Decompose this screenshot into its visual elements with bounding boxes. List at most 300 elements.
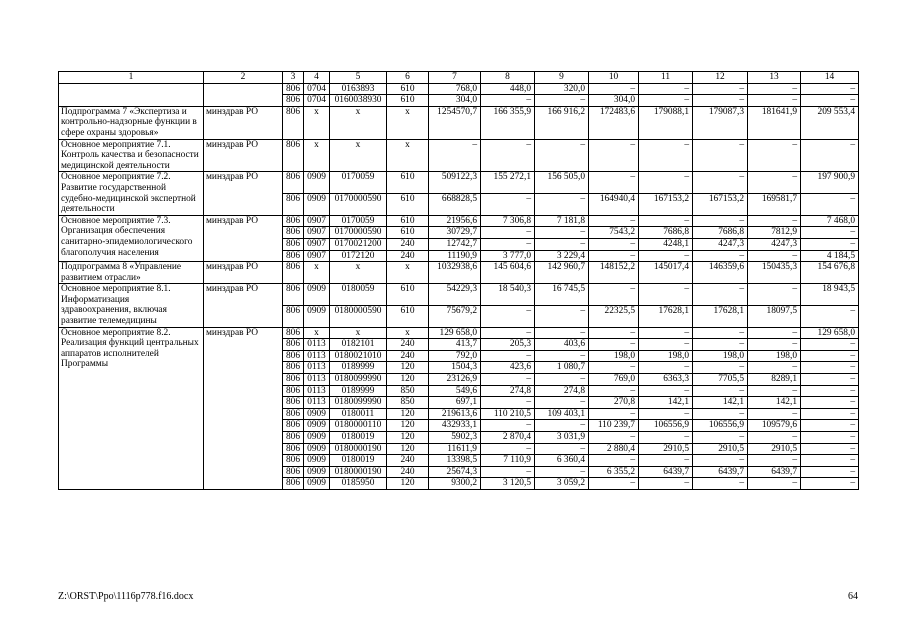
data-cell: – <box>535 95 589 107</box>
data-cell: х <box>330 106 387 139</box>
data-cell: 240 <box>387 339 429 351</box>
data-cell: 610 <box>387 95 429 107</box>
data-cell: 320,0 <box>535 83 589 95</box>
data-cell: х <box>387 262 429 284</box>
data-cell: – <box>748 385 801 397</box>
data-cell: 109 403,1 <box>535 408 589 420</box>
data-cell: х <box>330 139 387 172</box>
data-cell: 769,0 <box>589 374 639 386</box>
data-cell: 806 <box>283 408 304 420</box>
data-cell: 806 <box>283 83 304 95</box>
data-cell: 0180021010 <box>330 350 387 362</box>
data-cell: 0113 <box>304 374 330 386</box>
data-cell: – <box>481 443 535 455</box>
data-cell: – <box>801 478 859 490</box>
data-cell: 0170021200 <box>330 238 387 250</box>
data-cell: – <box>589 478 639 490</box>
data-cell: 120 <box>387 443 429 455</box>
data-cell: 7686,8 <box>639 227 693 239</box>
data-cell: 142,1 <box>693 397 748 409</box>
data-cell: 697,1 <box>429 397 481 409</box>
data-cell: – <box>535 227 589 239</box>
data-cell: 0909 <box>304 172 330 194</box>
data-cell: 850 <box>387 397 429 409</box>
data-cell: – <box>748 432 801 444</box>
data-cell: 0180011 <box>330 408 387 420</box>
data-cell: – <box>693 385 748 397</box>
data-cell: 7705,5 <box>693 374 748 386</box>
data-cell: 5902,3 <box>429 432 481 444</box>
data-cell: 6439,7 <box>748 466 801 478</box>
data-cell: 169581,7 <box>748 194 801 216</box>
page-number: 64 <box>848 591 858 602</box>
data-cell: 0113 <box>304 385 330 397</box>
data-cell: 198,0 <box>589 350 639 362</box>
data-cell: 0180059 <box>330 284 387 306</box>
data-cell: 21956,6 <box>429 215 481 227</box>
data-cell: 1254570,7 <box>429 106 481 139</box>
data-cell: 0189999 <box>330 385 387 397</box>
data-cell: 610 <box>387 305 429 327</box>
data-cell: 9300,2 <box>429 478 481 490</box>
program-name-cell: Подпрограмма 7 «Экспертиза и контрольно-надзорные функции в сфере охраны здоровья» <box>59 106 204 139</box>
data-cell: 0909 <box>304 455 330 467</box>
data-cell: 181641,9 <box>748 106 801 139</box>
data-cell: 156 505,0 <box>535 172 589 194</box>
data-cell: – <box>481 305 535 327</box>
data-cell: – <box>801 83 859 95</box>
data-cell: 1 080,7 <box>535 362 589 374</box>
data-cell: х <box>304 327 330 339</box>
data-cell: 7 181,8 <box>535 215 589 227</box>
data-cell: – <box>589 408 639 420</box>
data-cell: 413,7 <box>429 339 481 351</box>
data-cell: – <box>748 284 801 306</box>
data-cell: 0704 <box>304 95 330 107</box>
data-cell: 0907 <box>304 238 330 250</box>
data-cell: – <box>693 455 748 467</box>
data-cell: – <box>639 83 693 95</box>
data-cell: – <box>801 139 859 172</box>
table-row <box>59 215 859 227</box>
data-cell: 0180000110 <box>330 420 387 432</box>
data-cell: 0180099990 <box>330 374 387 386</box>
data-cell: – <box>801 227 859 239</box>
data-cell: 6 360,4 <box>535 455 589 467</box>
data-cell: 240 <box>387 238 429 250</box>
data-cell: 806 <box>283 466 304 478</box>
data-cell: 0163893 <box>330 83 387 95</box>
data-cell: 209 553,4 <box>801 106 859 139</box>
data-cell: 110 239,7 <box>589 420 639 432</box>
data-cell: 142,1 <box>639 397 693 409</box>
data-cell: 155 272,1 <box>481 172 535 194</box>
data-cell: 3 031,9 <box>535 432 589 444</box>
data-cell: 610 <box>387 227 429 239</box>
data-cell: 0909 <box>304 408 330 420</box>
data-cell: 3 120,5 <box>481 478 535 490</box>
data-cell: 0170000590 <box>330 194 387 216</box>
data-cell: 240 <box>387 250 429 262</box>
data-cell: 0113 <box>304 362 330 374</box>
data-cell: – <box>748 83 801 95</box>
data-cell: 6439,7 <box>693 466 748 478</box>
data-cell: – <box>589 215 639 227</box>
data-cell: – <box>748 327 801 339</box>
data-cell: 274,8 <box>535 385 589 397</box>
budget-table <box>58 71 859 490</box>
header-cell: 7 <box>429 72 481 84</box>
data-cell: – <box>535 420 589 432</box>
data-cell: 106556,9 <box>639 420 693 432</box>
data-cell: 0909 <box>304 466 330 478</box>
data-cell: 11611,9 <box>429 443 481 455</box>
data-cell: 806 <box>283 284 304 306</box>
data-cell: – <box>801 455 859 467</box>
data-cell: 197 900,9 <box>801 172 859 194</box>
data-cell: 129 658,0 <box>429 327 481 339</box>
data-cell: х <box>304 139 330 172</box>
data-cell: – <box>481 194 535 216</box>
data-cell: 806 <box>283 106 304 139</box>
data-cell: – <box>639 95 693 107</box>
data-cell: 148152,2 <box>589 262 639 284</box>
data-cell: 2910,5 <box>748 443 801 455</box>
data-cell: 0704 <box>304 83 330 95</box>
data-cell: 610 <box>387 83 429 95</box>
data-cell: – <box>801 443 859 455</box>
table-row <box>59 83 859 95</box>
data-cell: 18 943,5 <box>801 284 859 306</box>
executor-cell: минздрав РО <box>204 139 283 172</box>
data-cell: 12742,7 <box>429 238 481 250</box>
data-cell: 850 <box>387 385 429 397</box>
data-cell: – <box>693 172 748 194</box>
data-cell: 806 <box>283 478 304 490</box>
data-cell: – <box>801 397 859 409</box>
executor-cell: минздрав РО <box>204 106 283 139</box>
data-cell: – <box>748 362 801 374</box>
data-cell: 154 676,8 <box>801 262 859 284</box>
data-cell: – <box>801 305 859 327</box>
data-cell: 549,6 <box>429 385 481 397</box>
table-row <box>59 327 859 339</box>
data-cell: 0909 <box>304 443 330 455</box>
data-cell: – <box>589 83 639 95</box>
data-cell: 806 <box>283 397 304 409</box>
data-cell: 6 355,2 <box>589 466 639 478</box>
data-cell: х <box>387 139 429 172</box>
data-cell: – <box>693 432 748 444</box>
data-cell: – <box>535 238 589 250</box>
data-cell: – <box>535 374 589 386</box>
data-cell: 240 <box>387 455 429 467</box>
program-name-cell <box>59 83 204 106</box>
executor-cell: минздрав РО <box>204 172 283 215</box>
data-cell: – <box>801 432 859 444</box>
data-cell: 0907 <box>304 250 330 262</box>
program-name-cell: Основное мероприятие 8.1. Информатизация здравоохранения, включая развитие телемедицины <box>59 284 204 327</box>
data-cell: – <box>693 95 748 107</box>
data-cell: 25674,3 <box>429 466 481 478</box>
data-cell: 806 <box>283 327 304 339</box>
data-cell: 0180000590 <box>330 305 387 327</box>
data-cell: – <box>589 327 639 339</box>
data-cell: 109579,6 <box>748 420 801 432</box>
data-cell: – <box>801 466 859 478</box>
data-cell: – <box>589 284 639 306</box>
data-cell: – <box>748 408 801 420</box>
data-cell: – <box>589 139 639 172</box>
data-cell: 0909 <box>304 432 330 444</box>
program-name-cell: Подпрограмма 8 «Управление развитием отрасли» <box>59 262 204 284</box>
data-cell: 792,0 <box>429 350 481 362</box>
data-cell: – <box>801 362 859 374</box>
data-cell: 164940,4 <box>589 194 639 216</box>
data-cell: – <box>693 339 748 351</box>
data-cell: 610 <box>387 284 429 306</box>
data-cell: 198,0 <box>639 350 693 362</box>
data-cell: – <box>639 478 693 490</box>
data-cell: 219613,6 <box>429 408 481 420</box>
data-cell: 23126,9 <box>429 374 481 386</box>
data-cell: 0170000590 <box>330 227 387 239</box>
data-cell: 0909 <box>304 478 330 490</box>
data-cell: 0909 <box>304 194 330 216</box>
data-cell: 270,8 <box>589 397 639 409</box>
data-cell: 0185950 <box>330 478 387 490</box>
data-cell: – <box>801 420 859 432</box>
data-cell: 0160038930 <box>330 95 387 107</box>
data-cell: 2910,5 <box>693 443 748 455</box>
data-cell: 0170059 <box>330 172 387 194</box>
header-cell: 13 <box>748 72 801 84</box>
data-cell: – <box>589 339 639 351</box>
data-cell: 142,1 <box>748 397 801 409</box>
executor-cell: минздрав РО <box>204 284 283 327</box>
data-cell: 806 <box>283 227 304 239</box>
data-cell: 274,8 <box>481 385 535 397</box>
data-cell: – <box>481 397 535 409</box>
data-cell: – <box>748 139 801 172</box>
data-cell: 120 <box>387 362 429 374</box>
program-name-cell: Основное мероприятие 7.1. Контроль качества и безопасности медицинской деятельности <box>59 139 204 172</box>
data-cell: – <box>639 432 693 444</box>
data-cell: 18 540,3 <box>481 284 535 306</box>
data-cell: 0180019 <box>330 432 387 444</box>
data-cell: 2 880,4 <box>589 443 639 455</box>
data-cell: – <box>693 408 748 420</box>
data-cell: 304,0 <box>429 95 481 107</box>
data-cell: 75679,2 <box>429 305 481 327</box>
program-name-cell: Основное мероприятие 8.2. Реализация функций центральных аппаратов исполнителей Программы <box>59 327 204 489</box>
data-cell: х <box>304 106 330 139</box>
header-cell: 5 <box>330 72 387 84</box>
data-cell: 0907 <box>304 227 330 239</box>
data-cell: 806 <box>283 432 304 444</box>
data-cell: – <box>535 397 589 409</box>
data-cell: – <box>693 284 748 306</box>
data-cell: 2 870,4 <box>481 432 535 444</box>
table-row <box>59 284 859 306</box>
data-cell: 205,3 <box>481 339 535 351</box>
data-cell: 106556,9 <box>693 420 748 432</box>
data-cell: 806 <box>283 215 304 227</box>
data-cell: – <box>693 139 748 172</box>
data-cell: – <box>589 455 639 467</box>
data-cell: – <box>639 172 693 194</box>
data-cell: х <box>330 262 387 284</box>
header-cell: 6 <box>387 72 429 84</box>
data-cell: 0909 <box>304 284 330 306</box>
data-cell: 179088,1 <box>639 106 693 139</box>
data-cell: – <box>748 455 801 467</box>
data-cell: – <box>639 362 693 374</box>
data-cell: 448,0 <box>481 83 535 95</box>
data-cell: 7686,8 <box>693 227 748 239</box>
data-cell: – <box>801 238 859 250</box>
data-cell: – <box>481 466 535 478</box>
data-cell: 806 <box>283 250 304 262</box>
data-cell: 806 <box>283 262 304 284</box>
data-cell: – <box>589 250 639 262</box>
data-cell: – <box>639 327 693 339</box>
data-cell: х <box>387 327 429 339</box>
data-cell: 0180000190 <box>330 466 387 478</box>
header-cell: 12 <box>693 72 748 84</box>
data-cell: 145 604,6 <box>481 262 535 284</box>
data-cell: 0909 <box>304 305 330 327</box>
data-cell: 0907 <box>304 215 330 227</box>
data-cell: 806 <box>283 362 304 374</box>
data-cell: 3 777,0 <box>481 250 535 262</box>
data-cell: 0172120 <box>330 250 387 262</box>
data-cell: 806 <box>283 95 304 107</box>
data-cell: 120 <box>387 432 429 444</box>
data-cell: 54229,3 <box>429 284 481 306</box>
data-cell: – <box>801 95 859 107</box>
program-name-cell: Основное мероприятие 7.3. Организация обеспечения санитарно-эпидемиологического благополучия населения <box>59 215 204 261</box>
data-cell: 120 <box>387 408 429 420</box>
executor-cell: минздрав РО <box>204 327 283 489</box>
data-cell: 610 <box>387 215 429 227</box>
data-cell: 0113 <box>304 397 330 409</box>
data-cell: – <box>639 455 693 467</box>
data-cell: 1504,3 <box>429 362 481 374</box>
executor-cell: минздрав РО <box>204 215 283 261</box>
data-cell: 7 468,0 <box>801 215 859 227</box>
data-cell: 0182101 <box>330 339 387 351</box>
program-name-cell: Основное мероприятие 7.2. Развитие государственной судебно-медицинской экспертной деятельности <box>59 172 204 215</box>
data-cell: – <box>535 305 589 327</box>
data-cell: – <box>481 95 535 107</box>
data-cell: 806 <box>283 455 304 467</box>
data-cell: 7 110,9 <box>481 455 535 467</box>
data-cell: – <box>639 215 693 227</box>
data-cell: 423,6 <box>481 362 535 374</box>
data-cell: 806 <box>283 305 304 327</box>
header-cell: 8 <box>481 72 535 84</box>
table-row <box>59 172 859 194</box>
data-cell: – <box>589 172 639 194</box>
data-cell: – <box>801 194 859 216</box>
data-cell: 0113 <box>304 350 330 362</box>
data-cell: – <box>748 478 801 490</box>
data-cell: – <box>748 172 801 194</box>
data-cell: 4248,1 <box>639 238 693 250</box>
data-cell: 120 <box>387 420 429 432</box>
data-cell: 0189999 <box>330 362 387 374</box>
data-cell: – <box>535 194 589 216</box>
data-cell: 403,6 <box>535 339 589 351</box>
data-cell: 304,0 <box>589 95 639 107</box>
data-cell: 150435,3 <box>748 262 801 284</box>
data-cell: – <box>481 350 535 362</box>
data-cell: – <box>693 327 748 339</box>
data-cell: – <box>535 327 589 339</box>
data-cell: 2910,5 <box>639 443 693 455</box>
data-cell: – <box>748 250 801 262</box>
data-cell: – <box>693 250 748 262</box>
header-cell: 10 <box>589 72 639 84</box>
data-cell: 3 229,4 <box>535 250 589 262</box>
data-cell: – <box>481 238 535 250</box>
table-row <box>59 262 859 284</box>
data-cell: – <box>589 385 639 397</box>
executor-cell <box>204 83 283 106</box>
data-cell: – <box>748 215 801 227</box>
data-cell: 142 960,7 <box>535 262 589 284</box>
data-cell: – <box>481 374 535 386</box>
data-cell: 4247,3 <box>748 238 801 250</box>
data-cell: 7 306,8 <box>481 215 535 227</box>
data-cell: 610 <box>387 172 429 194</box>
data-cell: 0180099990 <box>330 397 387 409</box>
data-cell: 806 <box>283 238 304 250</box>
header-cell: 14 <box>801 72 859 84</box>
header-cell: 3 <box>283 72 304 84</box>
data-cell: 129 658,0 <box>801 327 859 339</box>
data-cell: 610 <box>387 194 429 216</box>
data-cell: – <box>801 408 859 420</box>
data-cell: 4247,3 <box>693 238 748 250</box>
data-cell: 806 <box>283 350 304 362</box>
data-cell: 768,0 <box>429 83 481 95</box>
header-cell: 4 <box>304 72 330 84</box>
data-cell: – <box>535 350 589 362</box>
data-cell: 18097,5 <box>748 305 801 327</box>
executor-cell: минздрав РО <box>204 262 283 284</box>
data-cell: – <box>639 339 693 351</box>
data-cell: 509122,3 <box>429 172 481 194</box>
data-cell: – <box>639 139 693 172</box>
data-cell: 668828,5 <box>429 194 481 216</box>
data-cell: 167153,2 <box>639 194 693 216</box>
data-cell: 1032938,6 <box>429 262 481 284</box>
data-cell: 806 <box>283 374 304 386</box>
data-cell: – <box>748 339 801 351</box>
header-cell: 2 <box>204 72 283 84</box>
data-cell: 6363,3 <box>639 374 693 386</box>
data-cell: 13398,5 <box>429 455 481 467</box>
data-cell: 166 355,9 <box>481 106 535 139</box>
data-cell: 6439,7 <box>639 466 693 478</box>
data-cell: – <box>639 385 693 397</box>
data-cell: – <box>589 432 639 444</box>
data-cell: 3 059,2 <box>535 478 589 490</box>
data-cell: 145017,4 <box>639 262 693 284</box>
data-cell: – <box>801 339 859 351</box>
